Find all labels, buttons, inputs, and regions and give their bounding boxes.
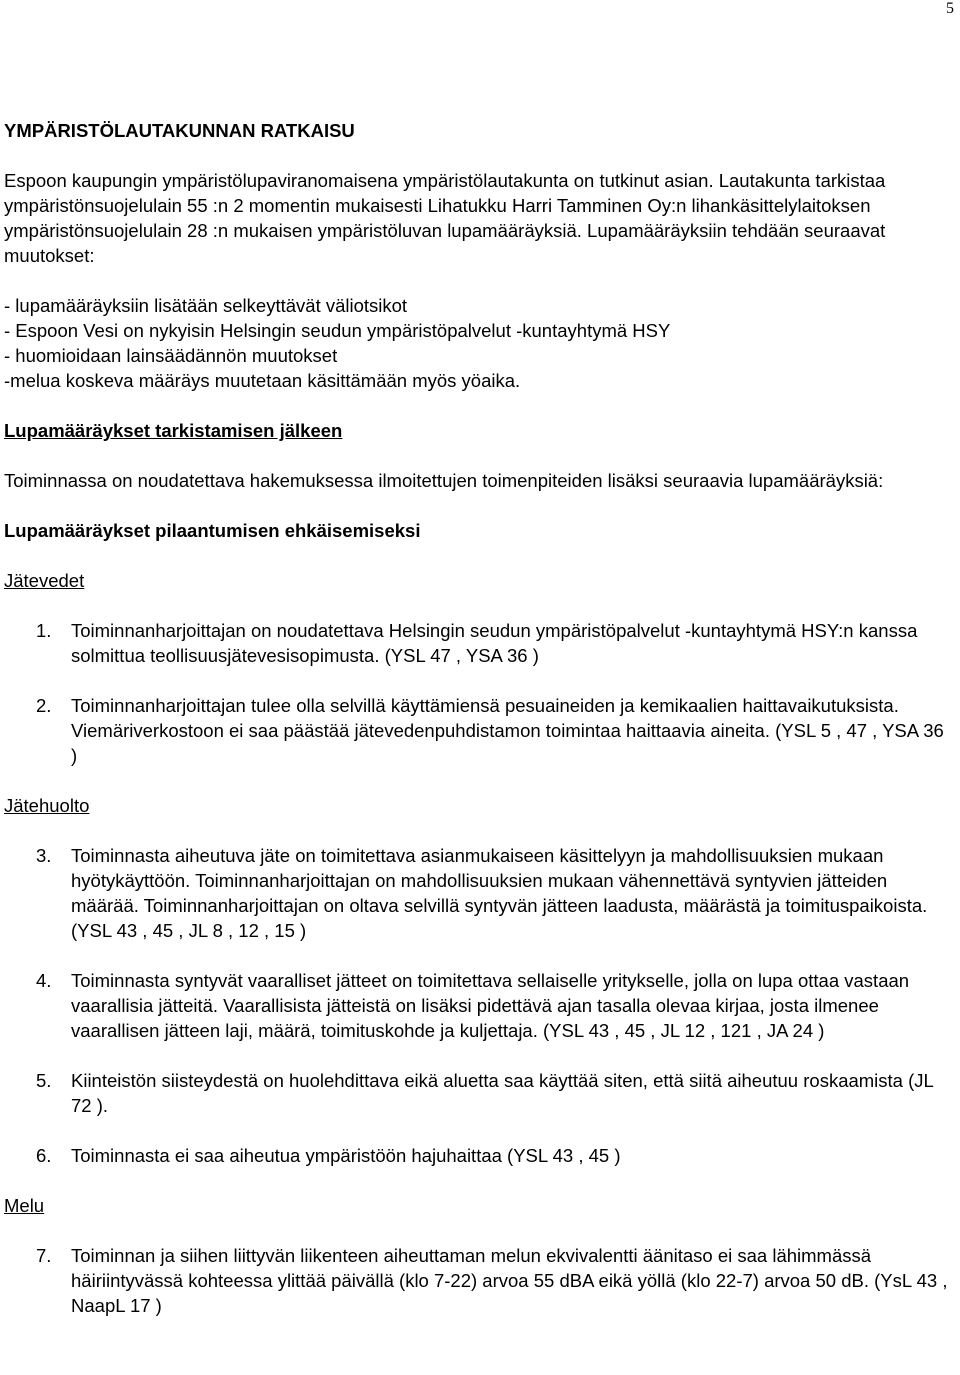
item-text: Toiminnasta syntyvät vaaralliset jätteet on toimitettava sellaiselle yritykselle, jolla on lupa ottaa vastaan vaarallisia jätteitä. Vaarallisista jätteistä on lisäksi pidettävä ajan tasalla olevaa kirjaa, josta ilmenee vaarallisen jätteen laji, määrä, toimituskohde ja kuljettaja. (YSL 43 , 45 , JL 12 , 121 , JA 24 ) xyxy=(71,970,910,1041)
section-title: Lupamääräykset tarkistamisen jälkeen xyxy=(4,420,343,441)
document-body xyxy=(4,118,952,1343)
decision-heading: YMPÄRISTÖLAUTAKUNNAN RATKAISU xyxy=(4,120,355,141)
item-text: Kiinteistön siisteydestä on huolehdittava eikä aluetta saa käyttää siten, että siitä aiheutuu roskaamista (JL 72 ). xyxy=(71,1070,934,1116)
group-title-jatehuolto: Jätehuolto xyxy=(4,795,90,816)
regulation-item xyxy=(4,843,952,943)
item-number: 4. xyxy=(36,970,52,991)
change-item: - lupamääräyksiin lisätään selkeyttävät väliotsikot xyxy=(4,295,408,316)
regulation-item xyxy=(4,693,952,768)
regulation-item xyxy=(4,618,952,668)
change-item: - Espoon Vesi on nykyisin Helsingin seudun ympäristöpalvelut -kuntayhtymä HSY xyxy=(4,320,671,341)
item-number: 7. xyxy=(36,1245,52,1266)
item-number: 2. xyxy=(36,695,52,716)
changes-list xyxy=(4,293,952,393)
item-number: 6. xyxy=(36,1145,52,1166)
item-number: 3. xyxy=(36,845,52,866)
item-text: Toiminnan ja siihen liittyvän liikenteen aiheuttaman melun ekvivalentti äänitaso ei saa lähimmässä häiriintyvässä kohteessa ylittää päivällä (klo 7-22) arvoa 55 dBA eikä yöllä (klo 22-7) arvoa 50 dB. (YsL 43 , NaapL 17 ) xyxy=(71,1245,948,1316)
change-item: -melua koskeva määräys muutetaan käsittämään myös yöaika. xyxy=(4,370,521,391)
item-text: Toiminnasta aiheutuva jäte on toimitettava asianmukaiseen käsittelyyn ja mahdollisuuksien mukaan hyötykäyttöön. Toiminnanharjoittajan on mahdollisuuksien mukaan vähennettävä syntyvien jätteiden määrää. Toiminnanharjoittajan on oltava selvillä syntyvän jätteen laadusta, määrästä ja toimituspaikoista. (YSL 43 , 45 , JL 8 , 12 , 15 ) xyxy=(71,845,928,941)
regulation-item xyxy=(4,968,952,1043)
section-intro: Toiminnassa on noudatettava hakemuksessa ilmoitettujen toimenpiteiden lisäksi seuraavia lupamääräyksiä: xyxy=(4,470,884,491)
item-number: 5. xyxy=(36,1070,52,1091)
regulation-item xyxy=(4,1068,952,1118)
item-text: Toiminnasta ei saa aiheutua ympäristöön hajuhaittaa (YSL 43 , 45 ) xyxy=(71,1145,621,1166)
item-text: Toiminnanharjoittajan on noudatettava Helsingin seudun ympäristöpalvelut -kuntayhtymä HSY:n kanssa solmittua teollisuusjätevesisopimusta. (YSL 47 , YSA 36 ) xyxy=(71,620,918,666)
page-number: 5 xyxy=(946,0,954,17)
item-text: Toiminnanharjoittajan tulee olla selvillä käyttämiensä pesuaineiden ja kemikaalien haittavaikutuksista. Viemäriverkostoon ei saa päästää jätevedenpuhdistamon toimintaa haittaavia aineita. (YSL 5 , 47 , YSA 36 ) xyxy=(71,695,944,766)
change-item: - huomioidaan lainsäädännön muutokset xyxy=(4,345,338,366)
group-title-jatevedet: Jätevedet xyxy=(4,570,85,591)
intro-paragraph: Espoon kaupungin ympäristölupaviranomaisena ympäristölautakunta on tutkinut asian. Lautakunta tarkistaa ympäristönsuojelulain 55 :n 2 momentin mukaisesti Lihatukku Harri Tamminen Oy:n lihankäsittelylaitoksen ympäristönsuojelulain 28 :n mukaisen ympäristöluvan lupamääräyksiä. Lupamääräyksiin tehdään seuraavat muutokset: xyxy=(4,170,886,266)
regulation-item xyxy=(4,1143,952,1168)
item-number: 1. xyxy=(36,620,52,641)
regulation-item xyxy=(4,1243,952,1318)
subsection-title: Lupamääräykset pilaantumisen ehkäisemiseksi xyxy=(4,520,421,541)
group-title-melu: Melu xyxy=(4,1195,45,1216)
